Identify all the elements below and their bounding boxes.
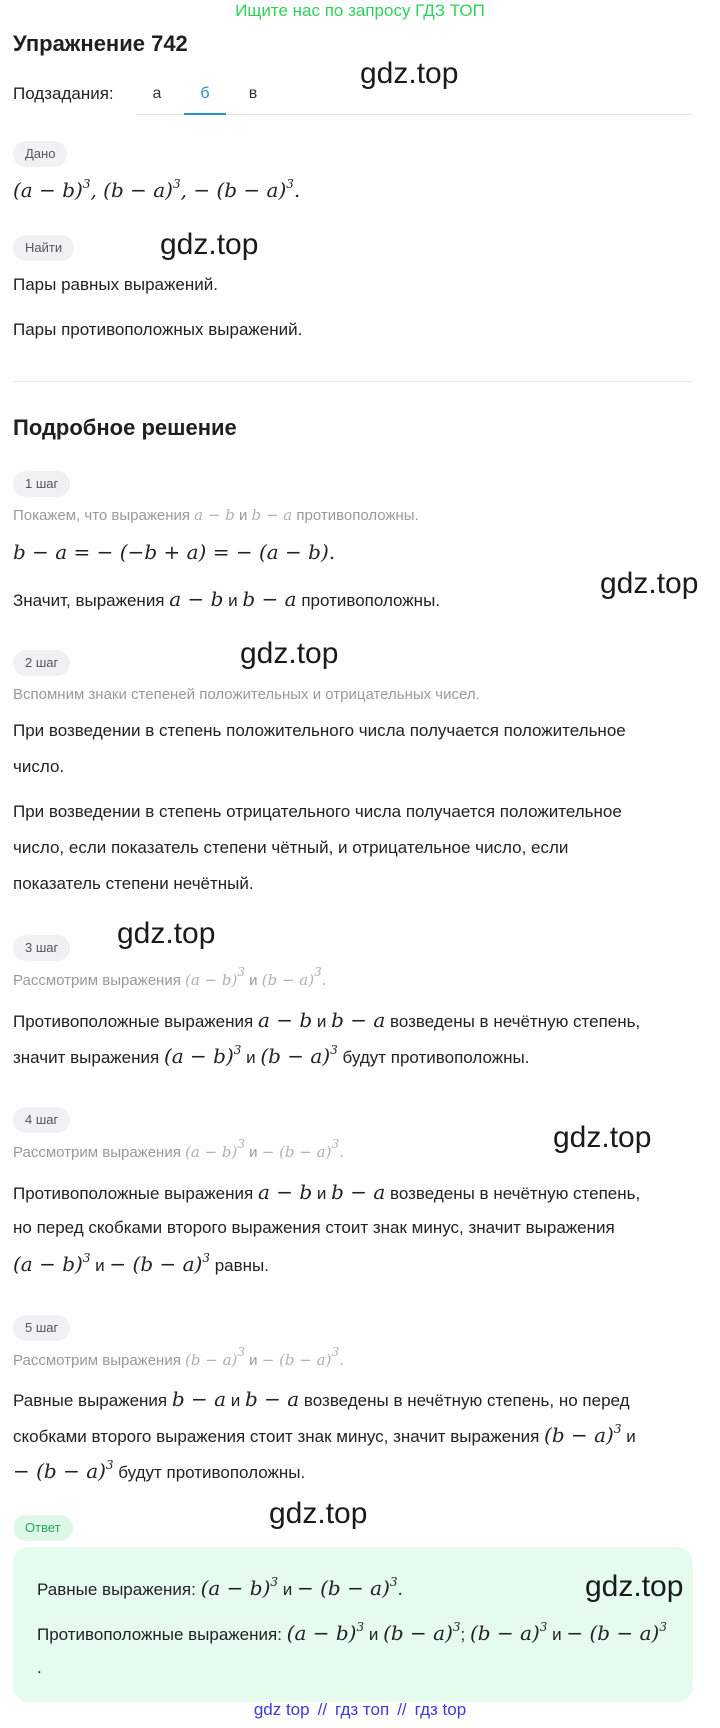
footer-link[interactable]: гдз топ: [335, 1700, 390, 1719]
answer-equal: Равные выражения: $(a - b)^3$ $и - (b - a)^3$.: [37, 1575, 403, 1600]
tab-b[interactable]: б: [184, 85, 226, 115]
step-text: скобками второго выражения стоит знак минус, значит выражения $(b - a)^3$ и: [13, 1422, 636, 1447]
answer-trailing-dot: .: [37, 1658, 42, 1677]
given-badge: Дано: [13, 141, 67, 167]
step-text: При возведении в степень положительного числа получается положительное: [13, 721, 626, 740]
subtasks-label: Подзадания:: [13, 84, 114, 103]
exercise-title: Упражнение 742: [13, 31, 188, 56]
step-text: При возведении в степень отрицательного числа получается положительное: [13, 802, 622, 821]
step-text: − $(b - a)^3$ будут противоположны.: [13, 1458, 306, 1483]
find-item: Пары равных выражений.: [13, 275, 218, 294]
step-hint: Рассмотрим выражения $(b - a)^3$ $и - (b - a)^3$.: [13, 1345, 344, 1369]
answer-opposite: Противоположные выражения: $(a - b)^3$ и $(b - a)^3$; $(b - a)^3$ $и - (b - a)^3$: [37, 1620, 667, 1645]
footer-link[interactable]: gdz top: [253, 1700, 310, 1719]
step-badge: 3 шаг: [13, 935, 70, 961]
solution-title: Подробное решение: [13, 415, 237, 440]
watermark: gdz.top: [117, 917, 216, 950]
divider: [13, 381, 693, 382]
step-text: показатель степени нечётный.: [13, 874, 254, 893]
step-text: значит выражения $(a - b)^3$ и $(b - a)^3$ будут противоположны.: [13, 1043, 530, 1068]
step-text: Значит, выражения a − b и b − a противоположны.: [13, 587, 441, 611]
step-text: число.: [13, 757, 65, 776]
step-badge: 1 шаг: [13, 471, 70, 497]
tab-v[interactable]: в: [248, 85, 258, 102]
step-text: число, если показатель степени чётный, и отрицательное число, если: [13, 838, 569, 857]
step-hint: Рассмотрим выражения $(a - b)^3$ и $(b - a)^3$.: [13, 965, 327, 989]
step-text: Противоположные выражения a − b и b − a возведены в нечётную степень,: [13, 1180, 641, 1204]
step-text: но перед скобками второго выражения стоит знак минус, значит выражения: [13, 1218, 615, 1237]
step-text: Противоположные выражения a − b и b − a возведены в нечётную степень,: [13, 1008, 641, 1032]
given-expression: $(a - b)^3$, $(b - a)^3$, − $(b - a)^3$.: [13, 177, 301, 202]
step-hint: Рассмотрим выражения $(a - b)^3$ $и - (b - a)^3$.: [13, 1137, 344, 1161]
watermark: gdz.top: [360, 57, 459, 90]
watermark: gdz.top: [600, 567, 699, 600]
step-hint: Вспомним знаки степеней положительных и отрицательных чисел.: [13, 686, 480, 703]
find-badge: Найти: [13, 235, 74, 261]
step-badge: 5 шаг: [13, 1315, 70, 1341]
step-formula: b − a = − (−b + a) = − (a − b).: [13, 540, 336, 564]
footer-links: [0, 1698, 720, 1722]
answer-badge: Ответ: [13, 1515, 73, 1541]
watermark: gdz.top: [553, 1121, 652, 1154]
step-hint: Покажем, что выражения a − b и b − a противоположны.: [13, 506, 419, 524]
footer-separator: //: [317, 1700, 328, 1719]
step-text: $(a - b)^3$ $и - (b - a)^3$ равны.: [13, 1251, 269, 1276]
subtask-tabs: [136, 75, 692, 115]
step-text: Равные выражения b − a и b − a возведены в нечётную степень, но перед: [13, 1387, 630, 1411]
step-badge: 2 шаг: [13, 650, 70, 676]
tab-a[interactable]: а: [152, 85, 162, 102]
watermark: gdz.top: [269, 1497, 368, 1530]
footer-separator: //: [397, 1700, 407, 1719]
watermark: gdz.top: [160, 228, 259, 261]
find-item: Пары противоположных выражений.: [13, 320, 303, 339]
watermark: gdz.top: [240, 637, 339, 670]
footer-link[interactable]: гдз top: [414, 1700, 467, 1719]
watermark: gdz.top: [585, 1570, 684, 1603]
search-banner[interactable]: Ищите нас по запросу ГДЗ ТОП: [235, 1, 485, 20]
step-badge: 4 шаг: [13, 1107, 70, 1133]
